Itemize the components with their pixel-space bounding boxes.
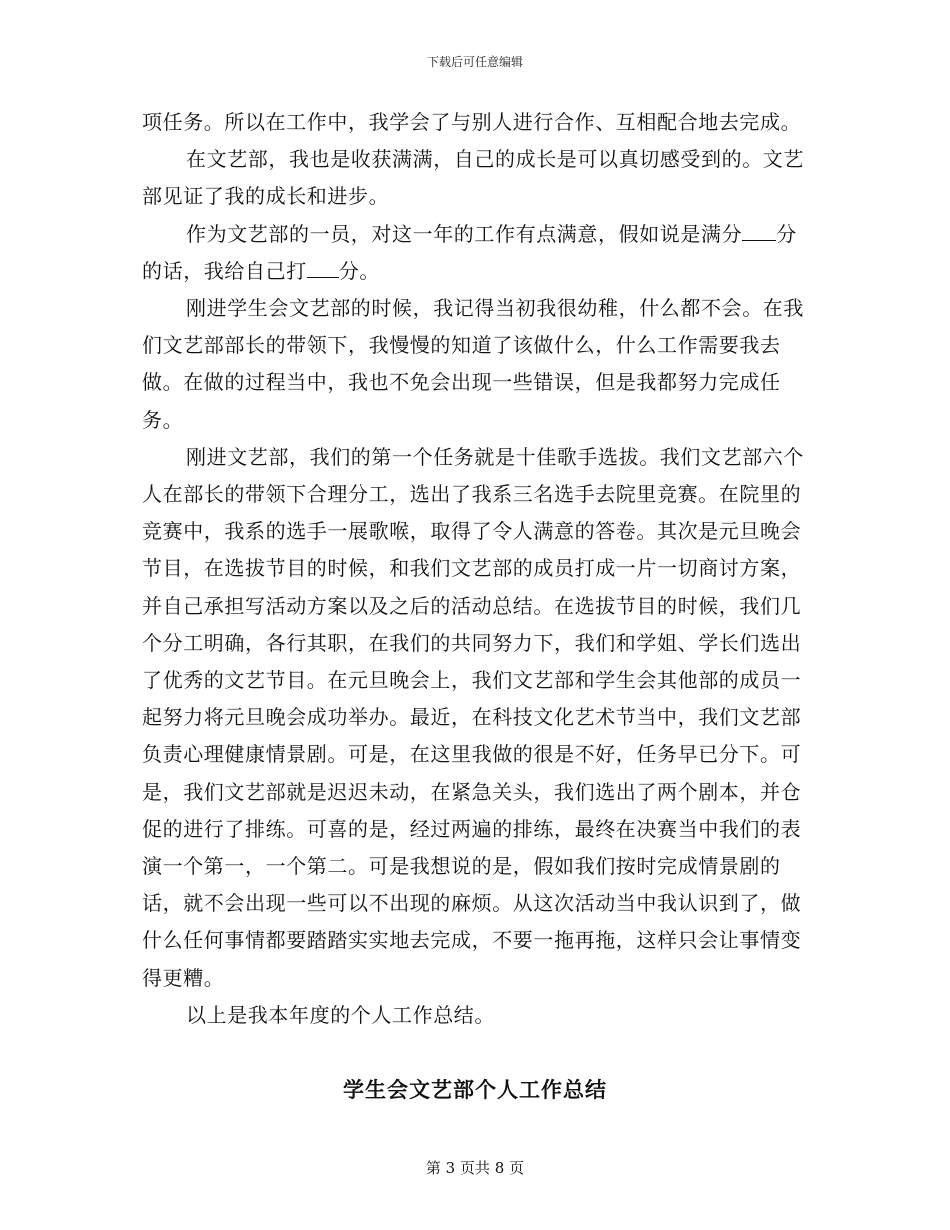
- paragraph-growth: 在文艺部，我也是收获满满，自己的成长是可以真切感受到的。文艺部见证了我的成长和进步。: [142, 147, 804, 209]
- paragraph-self-rating: [142, 216, 812, 290]
- paragraph-joining: 刚进学生会文艺部的时候，我记得当初我很幼稚，什么都不会。在我们文艺部部长的带领下，我慢慢的知道了该做什么，什么工作需要我去做。在做的过程当中，我也不免会出现一些错误，但是我都努力完成任务。: [142, 296, 804, 432]
- self-rating-text-3: 分。: [338, 258, 381, 283]
- blank-self-score: [307, 255, 339, 278]
- self-rating-text-2: 分的话，我给自己打: [142, 221, 797, 283]
- section-title: 学生会文艺部个人工作总结: [343, 1077, 607, 1102]
- blank-full-score: [742, 218, 776, 241]
- document-body: [142, 104, 812, 1034]
- page-header-note: 下载后可任意编辑: [426, 55, 523, 69]
- self-rating-text-1: 作为文艺部的一员，对这一年的工作有点满意，假如说是满分: [186, 221, 743, 246]
- paragraph-conclusion: 以上是我本年度的个人工作总结。: [186, 1002, 495, 1027]
- page-footer-number: 第 3 页共 8 页: [425, 1159, 525, 1177]
- paragraph-continuation: 项任务。所以在工作中，我学会了与别人进行合作、互相配合地去完成。: [142, 110, 802, 134]
- paragraph-activities: 刚进文艺部，我们的第一个任务就是十佳歌手选拔。我们文艺部六个人在部长的带领下合理分工，选出了我系三名选手去院里竞赛。在院里的竞赛中，我系的选手一展歌喉，取得了令人满意的答卷。其次是元旦晚会节目，在选拔节目的时候，和我们文艺部的成员打成一片一切商讨方案，并自己承担写活动方案以及之后的活动总结。在选拔节目的时候，我们几个分工明确，各行其职，在我们的共同努力下，我们和学姐、学长们选出了优秀的文艺节目。在元旦晚会上，我们文艺部和学生会其他部的成员一起努力将元旦晚会成功举办。最近，在科技文化艺术节当中，我们文艺部负责心理健康情景剧。可是，在这里我做的很是不好，任务早已分下。可是，我们文艺部就是迟迟未动，在紧急关头，我们选出了两个剧本，并仓促的进行了排练。可喜的是，经过两遍的排练，最终在决赛当中我们的表演一个第一，一个第二。可是我想说的是，假如我们按时完成情景剧的话，就不会出现一些可以不出现的麻烦。从这次活动当中我认识到了，做什么任何事情都要踏踏实实地去完成，不要一拖再拖，这样只会让事情变得更糟。: [142, 444, 804, 990]
